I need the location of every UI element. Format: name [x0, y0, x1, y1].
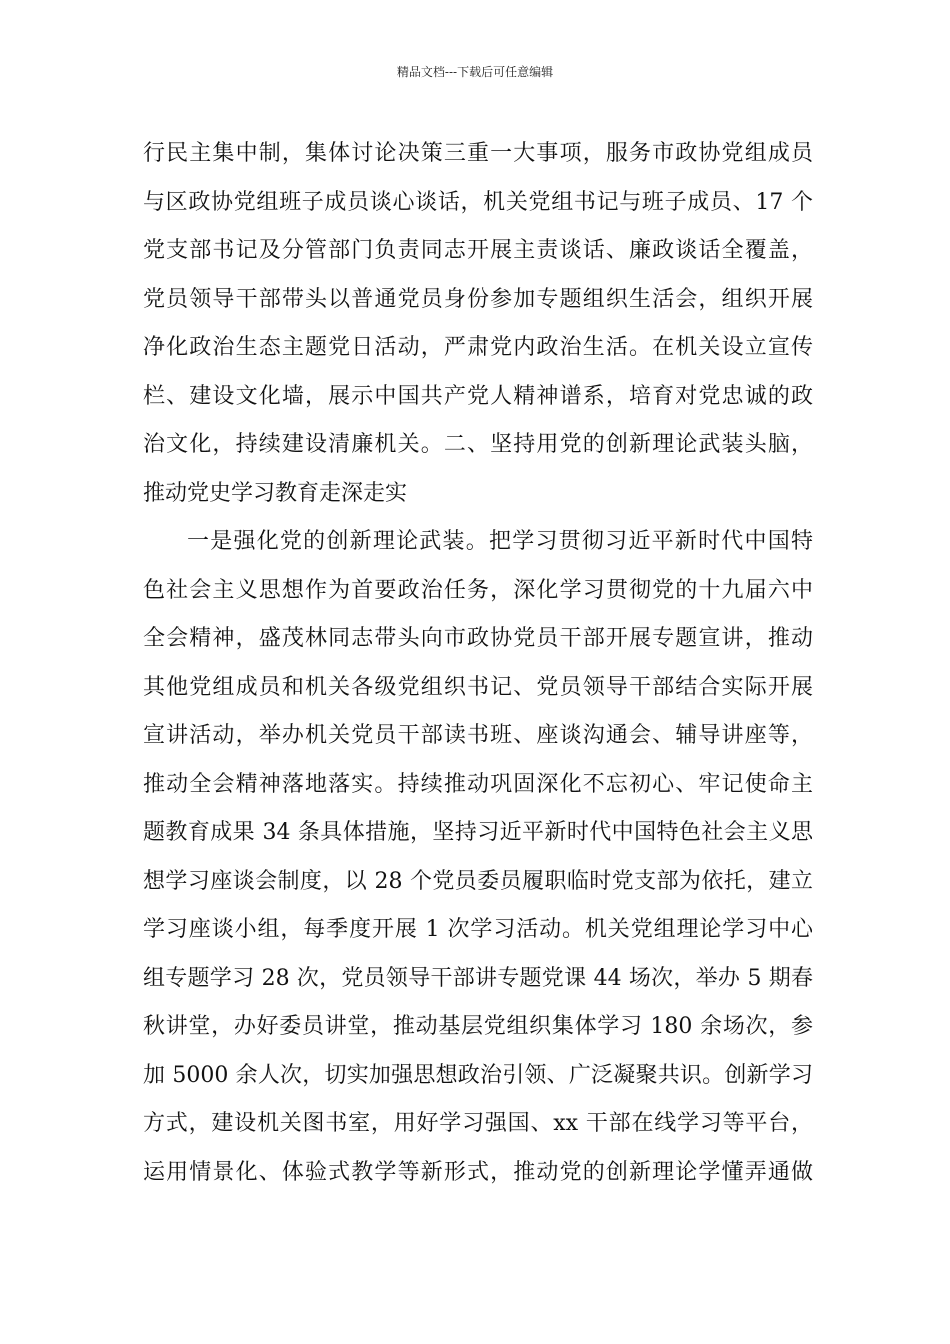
paragraph-line: 组专题学习 28 次，党员领导干部讲专题党课 44 场次，举办 5 期春 [143, 965, 813, 991]
paragraph-line: 宣讲活动，举办机关党员干部读书班、座谈沟通会、辅导讲座等， [143, 723, 813, 748]
paragraph-line: 题教育成果 34 条具体措施，坚持习近平新时代中国特色社会主义思 [143, 820, 813, 845]
paragraph-line: 秋讲堂，办好委员讲堂，推动基层党组织集体学习 180 余场次，参 [143, 1014, 813, 1039]
page-header: 精品文档---下载后可任意编辑 [396, 65, 554, 79]
paragraph-line: 行民主集中制，集体讨论决策三重一大事项，服务市政协党组成员 [143, 141, 813, 166]
paragraph-line: 学习座谈小组，每季度开展 1 次学习活动。机关党组理论学习中心 [143, 917, 813, 942]
paragraph-line: 一是强化党的创新理论武装。把学习贯彻习近平新时代中国特 [187, 529, 813, 554]
paragraph-line: 推动党史学习教育走深走实 [143, 480, 408, 506]
paragraph-line: 党支部书记及分管部门负责同志开展主责谈话、廉政谈话全覆盖， [143, 238, 813, 263]
paragraph-line: 运用情景化、体验式教学等新形式，推动党的创新理论学懂弄通做 [143, 1159, 813, 1185]
paragraph-line: 全会精神，盛茂林同志带头向市政协党员干部开展专题宣讲，推动 [143, 626, 813, 651]
paragraph-line: 色社会主义思想作为首要政治任务，深化学习贯彻党的十九届六中 [143, 577, 813, 603]
paragraph-line: 党员领导干部带头以普通党员身份参加专题组织生活会，组织开展 [143, 286, 813, 312]
paragraph-line: 治文化，持续建设清廉机关。二、坚持用党的创新理论武装头脑， [143, 432, 813, 457]
paragraph-line: 与区政协党组班子成员谈心谈话，机关党组书记与班子成员、17 个 [143, 189, 813, 215]
paragraph-line: 方式，建设机关图书室，用好学习强国、xx 干部在线学习等平台， [143, 1111, 813, 1136]
paragraph-line: 净化政治生态主题党日活动，严肃党内政治生活。在机关设立宣传 [143, 335, 813, 360]
paragraph-line: 想学习座谈会制度，以 28 个党员委员履职临时党支部为依托，建立 [143, 868, 813, 894]
paragraph-line: 加 5000 余人次，切实加强思想政治引领、广泛凝聚共识。创新学习 [143, 1062, 813, 1088]
paragraph-line: 推动全会精神落地落实。持续推动巩固深化不忘初心、牢记使命主 [143, 771, 813, 797]
paragraph-line: 栏、建设文化墙，展示中国共产党人精神谱系，培育对党忠诚的政 [143, 383, 813, 409]
paragraph-line: 其他党组成员和机关各级党组织书记、党员领导干部结合实际开展 [143, 674, 813, 700]
document-body [143, 130, 813, 1197]
